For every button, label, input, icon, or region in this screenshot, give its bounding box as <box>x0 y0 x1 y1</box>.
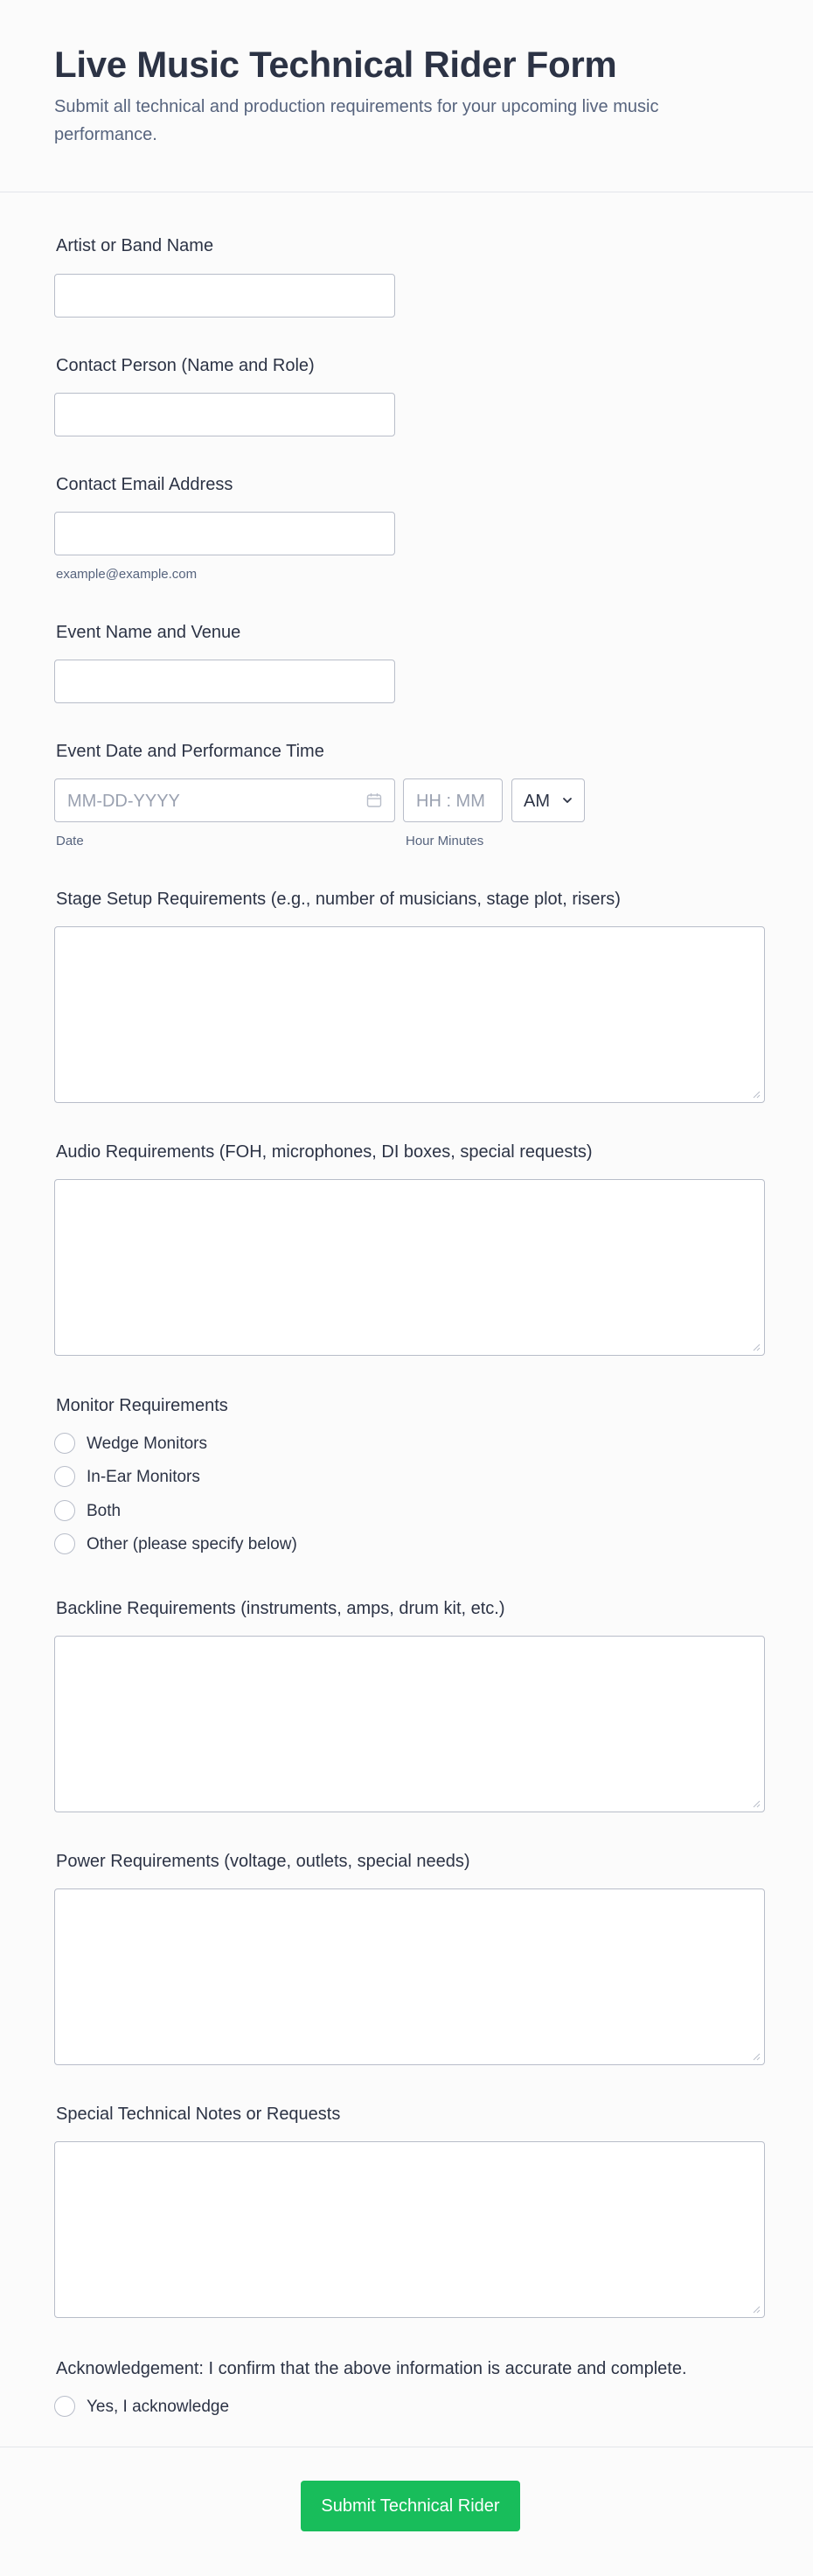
resize-grip-icon[interactable] <box>752 1090 761 1099</box>
email-input[interactable] <box>54 512 395 555</box>
audio-label: Audio Requirements (FOH, microphones, DI boxes, special requests) <box>56 1142 593 1162</box>
notes-label: Special Technical Notes or Requests <box>56 2105 341 2124</box>
radio-button[interactable] <box>54 2396 75 2417</box>
resize-grip-icon[interactable] <box>752 2305 761 2314</box>
ampm-value: AM <box>524 792 550 811</box>
time-input[interactable] <box>403 778 503 822</box>
contact-person-input[interactable] <box>54 393 395 436</box>
power-requirements-textarea[interactable] <box>54 1888 765 2065</box>
email-label: Contact Email Address <box>56 475 233 494</box>
radio-button[interactable] <box>54 1433 75 1454</box>
audio-requirements-textarea[interactable] <box>54 1179 765 1356</box>
special-notes-textarea[interactable] <box>54 2141 765 2318</box>
backline-label: Backline Requirements (instruments, amps, drum kit, etc.) <box>56 1599 505 1618</box>
page-title: Live Music Technical Rider Form <box>54 44 617 85</box>
radio-button[interactable] <box>54 1466 75 1487</box>
radio-label: Other (please specify below) <box>87 1535 297 1553</box>
radio-button[interactable] <box>54 1500 75 1521</box>
power-label: Power Requirements (voltage, outlets, special needs) <box>56 1852 470 1871</box>
stage-label: Stage Setup Requirements (e.g., number of musicians, stage plot, risers) <box>56 890 621 909</box>
calendar-icon[interactable] <box>366 792 382 808</box>
backline-requirements-textarea[interactable] <box>54 1636 765 1812</box>
artist-name-input[interactable] <box>54 274 395 318</box>
submit-button[interactable]: Submit Technical Rider <box>301 2481 520 2531</box>
chevron-down-icon <box>561 794 573 806</box>
radio-button[interactable] <box>54 1533 75 1554</box>
email-hint: example@example.com <box>56 567 198 582</box>
datetime-label: Event Date and Performance Time <box>56 742 324 761</box>
radio-label: In-Ear Monitors <box>87 1468 200 1486</box>
date-placeholder: MM-DD-YYYY <box>67 792 180 811</box>
radio-label: Yes, I acknowledge <box>87 2398 230 2416</box>
stage-setup-textarea[interactable] <box>54 926 765 1103</box>
ampm-select[interactable] <box>511 778 585 822</box>
radio-label: Wedge Monitors <box>87 1435 207 1453</box>
date-input[interactable] <box>54 778 395 822</box>
resize-grip-icon[interactable] <box>752 2052 761 2061</box>
contact-label: Contact Person (Name and Role) <box>56 356 315 375</box>
event-label: Event Name and Venue <box>56 623 241 642</box>
time-placeholder: HH : MM <box>416 792 485 811</box>
radio-label: Both <box>87 1502 122 1520</box>
resize-grip-icon[interactable] <box>752 1343 761 1351</box>
event-venue-input[interactable] <box>54 660 395 703</box>
date-sublabel: Date <box>56 834 84 848</box>
form-header <box>0 0 813 192</box>
time-sublabel: Hour Minutes <box>406 834 484 848</box>
page-subtitle: Submit all technical and production requirements for your upcoming live music performance. <box>54 97 659 144</box>
acknowledgement-label: Acknowledgement: I confirm that the above information is accurate and complete. <box>56 2359 687 2378</box>
artist-label: Artist or Band Name <box>56 236 214 255</box>
resize-grip-icon[interactable] <box>752 1799 761 1808</box>
monitor-label: Monitor Requirements <box>56 1396 228 1415</box>
